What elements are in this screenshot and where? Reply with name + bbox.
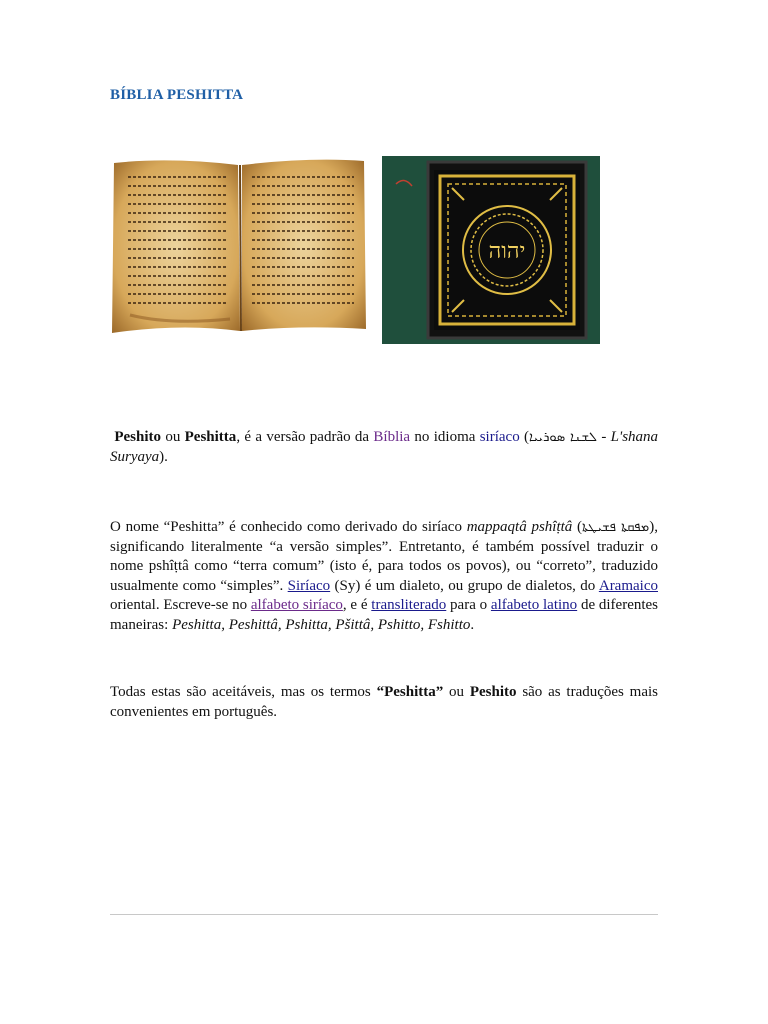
siriaco-link-2[interactable]: Siríaco [287, 577, 331, 594]
manuscript-image [110, 155, 368, 337]
conclusion-paragraph: Todas estas são aceitáveis, mas os termos “Peshitta” ou Peshito são as traduções mais convenientes em português. [110, 684, 659, 720]
biblia-link[interactable]: Bíblia [373, 429, 411, 445]
intro-paragraph: Peshito ou Peshitta, é a versão padrão da Bíblia no idioma siríaco (ܠܫܢܐ ܣܘܪܝܝܐ - L'shana Suryaya). [110, 429, 659, 465]
siriaco-link[interactable]: siríaco [479, 429, 520, 445]
page-title: BÍBLIA PESHITTA [110, 87, 244, 103]
transliteration-variants-italic: Peshitta, Peshittâ, Pshitta, Pšittâ, Pshitto, Fshitto [172, 616, 471, 633]
term-peshitta: Peshitta [184, 429, 237, 445]
alfabeto-siriaco-link[interactable]: alfabeto siríaco [250, 597, 343, 613]
term-peshitta-quoted: “Peshitta” [376, 684, 444, 700]
mappaqta-pshitta-italic: mappaqtâ pshîṭtâ [466, 519, 573, 535]
alfabeto-latino-link[interactable]: alfabeto latino [490, 597, 578, 613]
svg-text:יהוה: יהוה [488, 239, 526, 264]
term-peshito: Peshito [114, 429, 161, 445]
lshana-suryaya-italic: L'shana Suryaya [110, 429, 659, 465]
etymology-paragraph: O nome “Peshitta” é conhecido como derivado do siríaco mappaqtâ pshîṭtâ (ܡܦܩܬܐ ܦܫܝܛܬܐ), significando literalmente “a versão simples”. Entretanto, é também possível traduzir o nome pshîṭtâ como “terra comum” (isto é, para todos os povos), ou “correto”, traduzido usualmente como “simples”. Siríaco (Sy) é um dialeto, ou grupo de dialetos, do Aramaico oriental. Escreve-se no alfabeto siríaco, e é transliterado para o alfabeto latino de diferentes maneiras: Peshitta, Peshittâ, Pshitta, Pšittâ, Pshitto, Fshitto. [110, 519, 659, 633]
term-peshito-bold: Peshito [469, 684, 517, 700]
syriac-lshana-suryaya: ܠܫܢܐ ܣܘܪܝܝܐ [529, 430, 597, 445]
footer-divider [110, 914, 658, 915]
syriac-mappaqta-pshitta: ܡܦܩܬܐ ܦܫܝܛܬܐ [582, 520, 650, 535]
aramaico-link[interactable]: Aramaico [598, 577, 658, 594]
transliterado-link[interactable]: transliterado [371, 597, 447, 613]
bible-cover-image [382, 156, 600, 344]
